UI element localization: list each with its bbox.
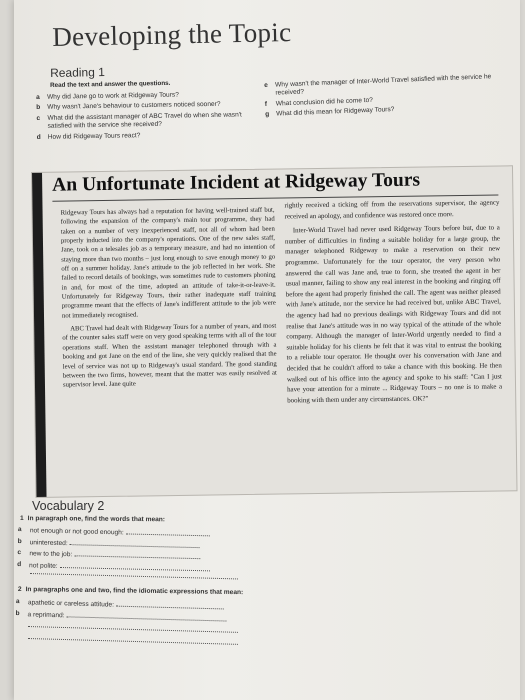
reading-instruction: Read the text and answer the questions. [50,79,171,89]
item-text: new to the job: [29,550,73,559]
question-letter: a [36,93,40,101]
article-accent-bar [32,173,47,497]
question-letter: b [36,104,41,112]
item-text: not polite: [29,562,58,570]
vocab-task-1 [20,515,165,523]
item-letter: b [15,609,20,617]
answer-line-continuation[interactable] [28,638,238,645]
question-letter: g [265,111,270,119]
answer-line[interactable] [126,527,210,536]
question-text: Why did Jane go to work at Ridgeway Tours? [46,91,179,101]
article-title: An Unfortunate Incident at Ridgeway Tours [52,169,421,196]
answer-line[interactable] [74,549,200,559]
question-text: How did Ridgeway Tours react? [47,131,141,141]
item-text: apathetic or careless attitude: [27,599,115,609]
question-text: Why wasn't Jane's behaviour to customers noticed sooner? [47,101,221,112]
item-letter: a [15,597,20,606]
article-box [31,165,518,498]
answer-line[interactable] [116,600,224,610]
section-title: Developing the Topic [52,16,292,52]
item-letter: d [17,560,22,568]
article-paragraph: rightly received a ticking off from the reservations supervisor, the agency received an apology, and confidence was restored once more. [284,199,500,221]
question-item [37,130,249,142]
task-instruction: In paragraphs one and two, find the idiomatic expressions that mean: [25,586,244,597]
article-paragraph: Ridgeway Tours has always had a reputation for having well-trained staff but, following the expansion of the company's main tour programme, they had taken on a number of very inexperienced staff, not all of whom had been properly inducted into the company's operations. One of the new sales staff, Jane, took on a telesales job as a temporary measure, and had no intention of staying more than two months – just long enough to save enough money to go off on a summer holiday. Jane's attitude to the job reflected in her work. She failed to record details of bookings, was sometimes rude to customers phoning in and, for most of the time, adopted an attitude of take-it-or-leave-it. Unfortunately for Ridgeway Tours, their rather inadequate staff training programme meant that the effects of Jane's indifferent attitude to the job were not immediately recognised. [60,206,276,320]
task-instruction: In paragraph one, find the words that mean: [27,515,166,524]
question-letter: c [36,114,41,122]
question-letter: e [264,81,268,89]
task-number: 1 [19,515,24,523]
vocab-task-2 [18,586,243,596]
reading-heading: Reading 1 [50,65,105,80]
question-text: What did this mean for Ridgeway Tours? [276,106,395,118]
task-number: 2 [17,586,22,594]
item-text: uninterested: [29,538,68,547]
question-text: What did the assistant manager of ABC Travel do when she wasn't satisfied with the service she received? [47,111,242,131]
vocab-list-1 [17,525,211,576]
textbook-page [14,0,520,700]
item-letter: a [17,525,22,534]
questions-left [36,90,249,144]
article-column-right [284,198,502,406]
question-text: Why wasn't the manager of Inter-World Travel satisfied with the service he received? [274,73,492,97]
item-letter: b [17,537,22,545]
vocabulary-heading: Vocabulary 2 [32,499,105,513]
article-paragraph: Inter-World Travel had never used Ridgeway Tours before but, due to a number of difficulties in finding a suitable holiday for a large group, the manager telephoned Ridgeway to make a reservation on their new programme. Unfortunately for the tour operator, the very person who answered the call was Jane and, true to form, she treated the agent in her usual manner, failing to show any real interest in the booking and ringing off before the agent had properly finished the call. The agent was neither pleased with Jane's attitude, nor the service he had received but, unlike ABC Travel, the agency had had no previous dealings with Ridgeway Tours and did not realise that Jane's attitude was in no way typical of the attitude of the whole company. Although the manager of Inter-World urgently needed to find a suitable holiday for his clients he felt that it was vital to entrust the booking to a reliable tour operator. He thought over his conversation with Jane and decided that he couldn't afford to take a chance with this booking. He then walked out of his office into the agency and spoke to his staff: "Can I just have your attention for a minute ... Ridgeway Tours – no one is to make a booking with them under any circumstances. OK?" [284,224,503,405]
item-text: not enough or not good enough: [29,527,124,537]
vocab-list-2 [15,597,227,626]
answer-line-continuation[interactable] [28,626,238,633]
questions-right [264,72,515,121]
item-letter: c [17,549,22,557]
question-text: What conclusion did he come to? [275,96,374,108]
question-letter: f [264,100,268,108]
question-letter: d [36,133,41,141]
article-column-left [61,206,278,391]
question-item [36,111,248,132]
article-paragraph: ABC Travel had dealt with Ridgeway Tours for a number of years, and most of the counter sales staff were on very good speaking terms with all of the tour operations staff. When the assistant manager telephoned through with a booking and got Jane on the end of the line, she very quickly realised that the level of service was not up to Ridgeway's usual standard. The good standing between the two firms, however, meant that the matter was easily resolved at supervisor level. Jane quite [62,322,277,389]
item-text: a reprimand: [27,610,65,619]
